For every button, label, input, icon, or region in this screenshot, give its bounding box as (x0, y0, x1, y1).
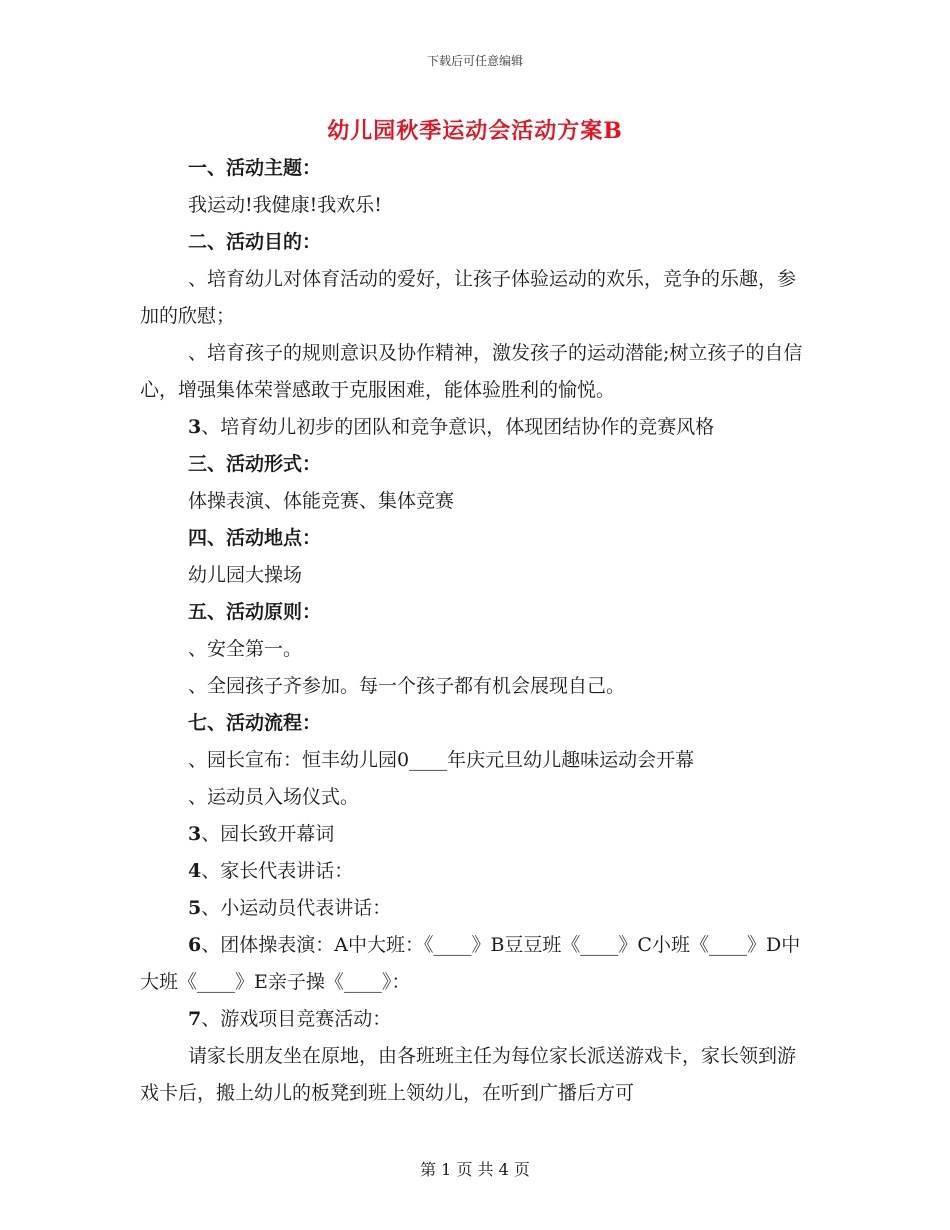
process-step-5 (140, 890, 812, 927)
process-step-7 (140, 1001, 812, 1038)
process-step-3 (140, 816, 812, 853)
item-text: 、团体操表演：A中大班：《____》B豆豆班《____》C小班《____》D中大班《____》E亲子操《____》： (140, 934, 801, 993)
item-number: 3 (188, 416, 202, 438)
section-heading-form: 三、活动形式： (188, 453, 322, 475)
item-number: 6 (188, 934, 202, 956)
item-text: 、培育幼儿初步的团队和竞争意识，体现团结协作的竞赛风格 (201, 416, 715, 438)
item-number: 3 (188, 823, 202, 845)
form-text: 体操表演、体能竞赛、集体竞赛 (188, 490, 455, 512)
item-text: 、游戏项目竞赛活动： (201, 1008, 392, 1030)
purpose-paragraph-1: 、培育幼儿对体育活动的爱好，让孩子体验运动的欢乐，竞争的乐趣，参加的欣慰； (140, 268, 797, 327)
process-step-6 (140, 927, 812, 1001)
section-heading-purpose: 二、活动目的： (188, 231, 322, 253)
principle-item-2: 、全园孩子齐参加。每一个孩子都有机会展现自己。 (188, 675, 626, 697)
item-text: 、园长致开幕词 (201, 823, 335, 845)
section-heading-process: 七、活动流程： (188, 712, 322, 734)
page-header: 下载后可任意编辑 (426, 54, 523, 68)
theme-text: 我运动!我健康!我欢乐! (188, 194, 382, 216)
process-step-2: 、运动员入场仪式。 (188, 786, 360, 808)
item-number: 7 (188, 1008, 202, 1030)
principle-item-1: 、安全第一。 (188, 638, 303, 660)
page-footer: 第 1 页 共 4 页 (420, 1160, 530, 1179)
purpose-paragraph-2: 、培育孩子的规则意识及协作精神，激发孩子的运动潜能;树立孩子的自信心，增强集体荣誉感敢于克服困难，能体验胜利的愉悦。 (140, 342, 803, 401)
place-text: 幼儿园大操场 (188, 564, 303, 586)
item-number: 4 (188, 860, 202, 882)
section-heading-theme: 一、活动主题： (188, 157, 322, 179)
process-step-7-paragraph: 请家长朋友坐在原地，由各班班主任为每位家长派送游戏卡，家长领到游戏卡后，搬上幼儿的板凳到班上领幼儿，在听到广播后方可 (140, 1045, 797, 1104)
document-title: 幼儿园秋季运动会活动方案B (327, 118, 623, 144)
section-heading-principle: 五、活动原则： (188, 601, 322, 623)
process-step-4 (140, 853, 812, 890)
item-text: 、家长代表讲话： (201, 860, 354, 882)
purpose-paragraph-3 (140, 409, 812, 446)
item-text: 、小运动员代表讲话： (201, 897, 392, 919)
process-step-1: 、园长宣布：恒丰幼儿园0____年庆元旦幼儿趣味运动会开幕 (188, 749, 695, 771)
item-number: 5 (188, 897, 202, 919)
document-body (140, 150, 812, 1112)
section-heading-place: 四、活动地点： (188, 527, 322, 549)
